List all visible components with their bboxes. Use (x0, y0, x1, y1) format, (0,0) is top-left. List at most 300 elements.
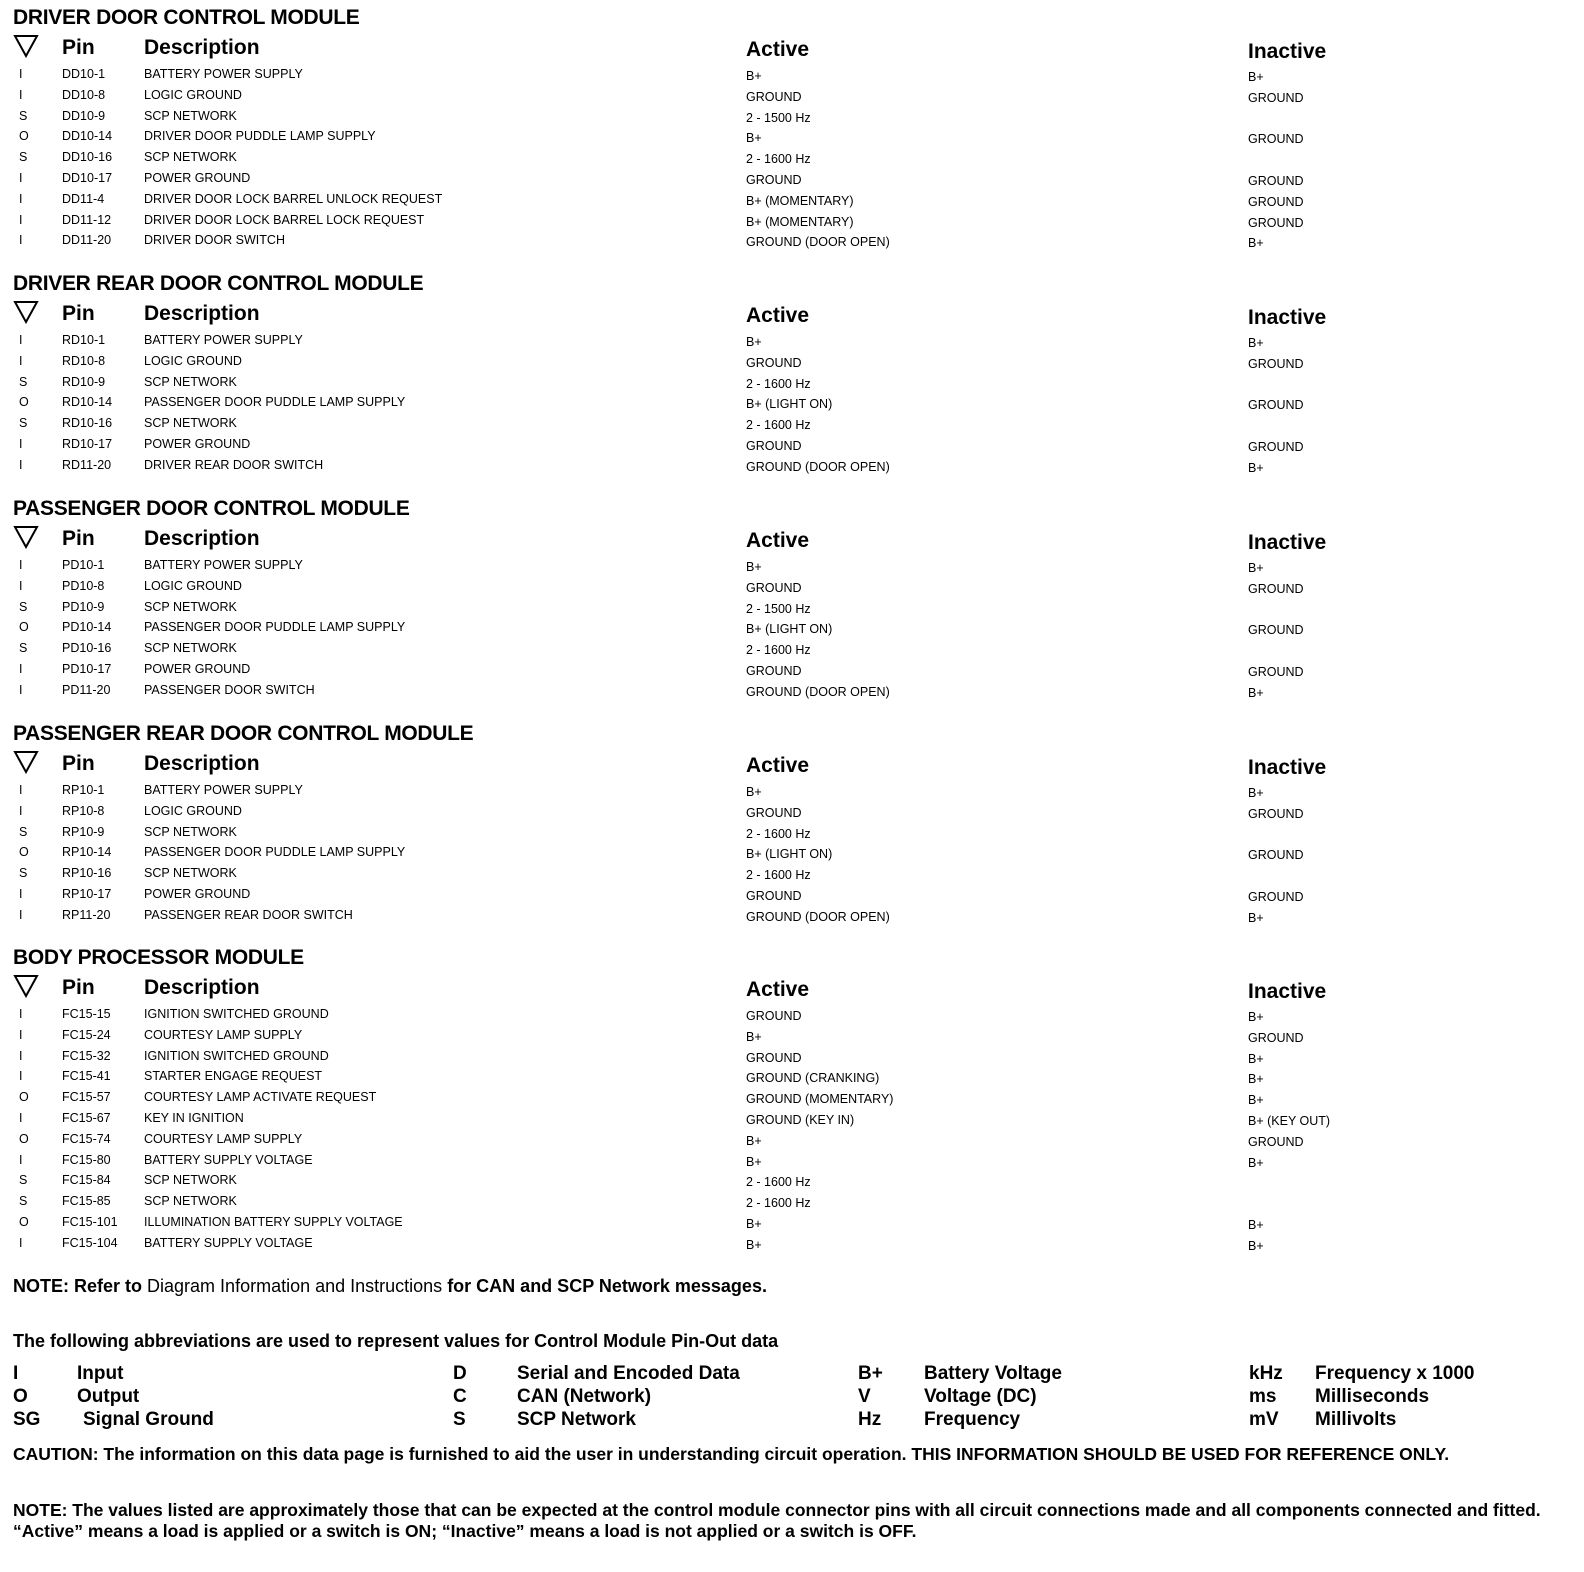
pin-type: S (19, 1173, 28, 1188)
pin-id: DD11-20 (62, 233, 112, 248)
active-value: B+ (746, 1029, 762, 1044)
table-row (13, 1192, 1573, 1213)
pin-type: I (19, 212, 23, 227)
inactive-value: GROUND (1248, 194, 1304, 209)
pin-type: I (19, 1069, 23, 1084)
table-row (13, 169, 1573, 190)
pin-description: SCP NETWORK (144, 416, 237, 431)
pin-type: S (19, 150, 28, 165)
pin-description: SCP NETWORK (144, 866, 237, 881)
pin-type: I (19, 682, 23, 697)
active-value: 2 - 1500 Hz (746, 110, 811, 125)
active-value: 2 - 1600 Hz (746, 826, 811, 841)
active-value: 2 - 1600 Hz (746, 152, 811, 167)
pin-description: COURTESY LAMP SUPPLY (144, 1131, 303, 1146)
abbreviation-value: Voltage (DC) (924, 1386, 1037, 1407)
pin-description: COURTESY LAMP SUPPLY (144, 1027, 303, 1042)
pin-description: ILLUMINATION BATTERY SUPPLY VOLTAGE (144, 1214, 403, 1229)
table-header (13, 523, 1573, 556)
pin-type: I (19, 1235, 23, 1250)
active-value: 2 - 1600 Hz (746, 643, 811, 658)
pin-description: DRIVER DOOR LOCK BARREL UNLOCK REQUEST (144, 191, 443, 206)
abbreviation-key: kHz (1249, 1363, 1283, 1384)
abbreviation-key: I (13, 1363, 19, 1384)
table-row (13, 231, 1573, 252)
pin-description: SCP NETWORK (144, 108, 237, 123)
active-value: GROUND (746, 1009, 802, 1023)
header-active: Active (746, 38, 810, 61)
active-value: GROUND (746, 805, 802, 820)
section-title: PASSENGER REAR DOOR CONTROL MODULE (13, 722, 474, 745)
pin-description: SCP NETWORK (144, 599, 237, 614)
inactive-value: GROUND (1248, 173, 1304, 188)
active-value: B+ (746, 785, 762, 799)
pin-id: DD10-1 (62, 67, 106, 81)
inactive-value: GROUND (1248, 806, 1304, 821)
inactive-value: B+ (1248, 236, 1264, 251)
inactive-value: B+ (KEY OUT) (1248, 1113, 1331, 1128)
active-value: 2 - 1500 Hz (746, 601, 811, 616)
table-row (13, 1088, 1573, 1109)
abbreviation-value: Serial and Encoded Data (517, 1363, 740, 1384)
pin-id: RD10-14 (62, 395, 113, 410)
table-row (13, 65, 1573, 86)
inactive-value: B+ (1248, 1155, 1264, 1170)
inactive-value: GROUND (1248, 581, 1304, 596)
pin-description: PASSENGER DOOR PUDDLE LAMP SUPPLY (144, 845, 406, 860)
pin-id: FC15-24 (62, 1027, 111, 1042)
abbreviation-key: SG (13, 1409, 41, 1430)
pin-description: BATTERY SUPPLY VOLTAGE (144, 1235, 313, 1250)
table-row (13, 618, 1573, 639)
pin-type: S (19, 599, 28, 614)
inactive-value: GROUND (1248, 90, 1304, 105)
pin-description: IGNITION SWITCHED GROUND (144, 1048, 329, 1063)
abbreviation-item (858, 1363, 1238, 1386)
pin-type: I (19, 558, 23, 572)
active-value: GROUND (746, 580, 802, 595)
table-header (13, 972, 1573, 1005)
table-row (13, 1005, 1573, 1026)
pin-id: FC15-67 (62, 1110, 111, 1125)
pin-id: RD11-20 (62, 457, 112, 472)
pin-description: DRIVER DOOR LOCK BARREL LOCK REQUEST (144, 212, 425, 227)
pin-description: SCP NETWORK (144, 1194, 237, 1209)
active-value: 2 - 1600 Hz (746, 376, 811, 391)
pin-id: FC15-41 (62, 1069, 111, 1084)
abbreviation-key: C (453, 1386, 467, 1407)
active-value: B+ (746, 1133, 762, 1148)
inactive-value: GROUND (1248, 356, 1304, 371)
active-value: GROUND (746, 1050, 802, 1065)
header-description: Description (144, 36, 260, 59)
active-value: B+ (LIGHT ON) (746, 622, 833, 637)
pin-description: BATTERY POWER SUPPLY (144, 67, 303, 81)
table-row (13, 107, 1573, 128)
header-active: Active (746, 529, 810, 552)
active-value: GROUND (DOOR OPEN) (746, 684, 890, 699)
pin-description: LOGIC GROUND (144, 353, 242, 368)
header-description: Description (144, 976, 260, 999)
pin-id: RP10-9 (62, 824, 105, 839)
abbreviation-key: S (453, 1409, 466, 1430)
pin-type: S (19, 641, 28, 656)
pin-id: PD10-17 (62, 661, 112, 676)
table-row (13, 1151, 1573, 1172)
inactive-value: B+ (1248, 786, 1264, 800)
table-row (13, 352, 1573, 373)
active-value: 2 - 1600 Hz (746, 418, 811, 433)
pin-id: PD10-16 (62, 641, 112, 656)
header-description: Description (144, 527, 260, 550)
inactive-value: B+ (1248, 685, 1264, 700)
active-value: 2 - 1600 Hz (746, 1196, 811, 1211)
module-section (13, 495, 1573, 702)
header-description: Description (144, 302, 260, 325)
pin-id: RP10-16 (62, 866, 112, 881)
table-row (13, 906, 1573, 927)
inactive-value: GROUND (1248, 623, 1304, 638)
pin-id: FC15-101 (62, 1214, 118, 1229)
header-active: Active (746, 978, 810, 1001)
header-pin: Pin (62, 302, 95, 325)
table-row (13, 1213, 1573, 1234)
table-row (13, 393, 1573, 414)
pin-id: RD10-8 (62, 353, 106, 368)
pin-description: LOGIC GROUND (144, 803, 242, 818)
table-row (13, 885, 1573, 906)
pin-id: RP10-17 (62, 886, 112, 901)
pin-type: I (19, 333, 23, 347)
active-value: GROUND (746, 355, 802, 370)
abbreviation-value: Milliseconds (1315, 1386, 1430, 1407)
table-row (13, 373, 1573, 394)
header-inactive: Inactive (1248, 531, 1327, 554)
abbreviation-item (453, 1409, 833, 1432)
pin-id: RP10-14 (62, 845, 112, 860)
module-section (13, 944, 1573, 1255)
pin-id: DD10-14 (62, 129, 113, 144)
inactive-value: GROUND (1248, 215, 1304, 230)
pin-description: IGNITION SWITCHED GROUND (144, 1007, 329, 1021)
abbreviation-value: Millivolts (1315, 1409, 1397, 1430)
abbreviation-key: D (453, 1363, 467, 1384)
pin-type: I (19, 578, 23, 593)
abbreviation-value: Battery Voltage (924, 1363, 1062, 1384)
module-section (13, 270, 1573, 477)
table-row (13, 1234, 1573, 1255)
active-value: B+ (746, 131, 762, 146)
pin-description: BATTERY POWER SUPPLY (144, 783, 303, 797)
pin-type: O (19, 395, 29, 410)
section-title: DRIVER REAR DOOR CONTROL MODULE (13, 272, 424, 295)
note-prefix: NOTE: Refer to (13, 1276, 143, 1296)
header-pin: Pin (62, 752, 95, 775)
abbreviation-item (13, 1409, 393, 1432)
pin-id: FC15-85 (62, 1194, 111, 1209)
inactive-value: B+ (1248, 70, 1264, 84)
pin-description: BATTERY POWER SUPPLY (144, 333, 303, 347)
active-value: GROUND (746, 172, 802, 187)
pin-type: S (19, 866, 28, 881)
abbreviation-key: Hz (858, 1409, 882, 1430)
header-inactive: Inactive (1248, 980, 1327, 1003)
pin-type: S (19, 1194, 28, 1209)
table-row (13, 435, 1573, 456)
active-value: B+ (746, 1216, 762, 1231)
pin-type: I (19, 907, 23, 922)
abbreviation-key: ms (1249, 1386, 1277, 1407)
pin-description: KEY IN IGNITION (144, 1110, 244, 1125)
active-value: 2 - 1600 Hz (746, 1175, 811, 1190)
active-value: B+ (MOMENTARY) (746, 193, 854, 208)
inactive-value: GROUND (1248, 132, 1304, 147)
note-link[interactable]: Diagram Information and Instructions (147, 1276, 443, 1296)
pin-type: I (19, 1027, 23, 1042)
abbreviation-item (858, 1386, 1238, 1409)
pin-type: I (19, 1152, 23, 1167)
pin-type: I (19, 87, 23, 102)
header-inactive: Inactive (1248, 306, 1327, 329)
pin-description: STARTER ENGAGE REQUEST (144, 1069, 323, 1084)
active-value: GROUND (DOOR OPEN) (746, 235, 890, 250)
active-value: GROUND (CRANKING) (746, 1071, 880, 1086)
pin-id: RP10-1 (62, 783, 105, 797)
table-header (13, 748, 1573, 781)
abbreviation-value: SCP Network (517, 1409, 636, 1430)
inactive-value: B+ (1248, 460, 1264, 475)
abbreviation-value: Input (77, 1363, 124, 1384)
pin-type: O (19, 129, 29, 144)
pin-type: I (19, 783, 23, 797)
inactive-value: B+ (1248, 336, 1264, 350)
abbreviation-value: Frequency (924, 1409, 1021, 1430)
header-inactive: Inactive (1248, 40, 1327, 63)
table-row (13, 1067, 1573, 1088)
table-row (13, 577, 1573, 598)
pin-type: I (19, 353, 23, 368)
pin-id: DD10-8 (62, 87, 106, 102)
table-row (13, 556, 1573, 577)
pin-id: FC15-15 (62, 1007, 111, 1021)
pin-id: PD11-20 (62, 682, 111, 697)
pin-type: O (19, 1090, 29, 1105)
table-row (13, 843, 1573, 864)
table-row (13, 190, 1573, 211)
abbreviation-item (453, 1386, 833, 1409)
pin-type: I (19, 661, 23, 676)
table-row (13, 1109, 1573, 1130)
header-pin: Pin (62, 527, 95, 550)
abbreviation-item (13, 1386, 393, 1409)
active-value: GROUND (DOOR OPEN) (746, 909, 890, 924)
inactive-value: GROUND (1248, 439, 1304, 454)
pin-id: PD10-8 (62, 578, 105, 593)
abbreviation-value: Frequency x 1000 (1315, 1363, 1475, 1384)
pin-type: O (19, 1214, 29, 1229)
pin-description: POWER GROUND (144, 886, 251, 901)
pin-type: O (19, 1131, 29, 1146)
pin-id: RD10-16 (62, 416, 113, 431)
pin-description: POWER GROUND (144, 170, 251, 185)
pin-id: FC15-104 (62, 1235, 118, 1250)
table-row (13, 1047, 1573, 1068)
pin-description: SCP NETWORK (144, 1173, 237, 1188)
table-row (13, 456, 1573, 477)
pin-id: PD10-1 (62, 558, 105, 572)
connector-triangle-icon (13, 750, 39, 774)
pin-description: SCP NETWORK (144, 374, 237, 389)
abbreviation-key: O (13, 1386, 28, 1407)
pin-id: FC15-74 (62, 1131, 111, 1146)
pin-type: S (19, 416, 28, 431)
header-description: Description (144, 752, 260, 775)
note-suffix: for CAN and SCP Network messages. (447, 1276, 767, 1296)
pin-description: SCP NETWORK (144, 641, 237, 656)
pin-id: DD11-12 (62, 212, 112, 227)
pin-type: I (19, 457, 23, 472)
pin-description: DRIVER DOOR PUDDLE LAMP SUPPLY (144, 129, 376, 144)
active-value: B+ (746, 560, 762, 574)
pin-description: DRIVER DOOR SWITCH (144, 233, 285, 248)
inactive-value: B+ (1248, 910, 1264, 925)
active-value: GROUND (KEY IN) (746, 1112, 855, 1127)
active-value: GROUND (DOOR OPEN) (746, 459, 890, 474)
table-row (13, 598, 1573, 619)
pin-description: LOGIC GROUND (144, 87, 242, 102)
table-row (13, 1026, 1573, 1047)
pin-type: I (19, 170, 23, 185)
header-inactive: Inactive (1248, 756, 1327, 779)
active-value: B+ (746, 1154, 762, 1169)
table-row (13, 660, 1573, 681)
pin-id: FC15-57 (62, 1090, 111, 1105)
pin-description: PASSENGER DOOR PUDDLE LAMP SUPPLY (144, 620, 406, 635)
abbreviation-value: Signal Ground (83, 1409, 214, 1430)
network-note (13, 1276, 767, 1297)
active-value: GROUND (MOMENTARY) (746, 1092, 894, 1107)
values-note: NOTE: The values listed are approximately those that can be expected at the control module connector pins with all circuit connections made and all components connected and fitted. “Active” means a load is applied or a switch is ON; “Inactive” means a load is not applied or a switch is OFF. (13, 1500, 1541, 1541)
pin-description: SCP NETWORK (144, 150, 237, 165)
pin-type: S (19, 108, 28, 123)
active-value: B+ (746, 69, 762, 83)
inactive-value: B+ (1248, 1093, 1264, 1108)
pin-id: DD11-4 (62, 191, 105, 206)
active-value: B+ (MOMENTARY) (746, 214, 854, 229)
pin-type: I (19, 1048, 23, 1063)
inactive-value: GROUND (1248, 1134, 1304, 1149)
table-row (13, 148, 1573, 169)
active-value: B+ (746, 335, 762, 349)
connector-triangle-icon (13, 300, 39, 324)
header-pin: Pin (62, 36, 95, 59)
table-row (13, 86, 1573, 107)
active-value: B+ (LIGHT ON) (746, 397, 833, 412)
pin-type: I (19, 1110, 23, 1125)
active-value: GROUND (746, 888, 802, 903)
pin-type: I (19, 436, 23, 451)
table-row (13, 802, 1573, 823)
active-value: GROUND (746, 89, 802, 104)
pin-type: I (19, 886, 23, 901)
pin-description: DRIVER REAR DOOR SWITCH (144, 457, 324, 472)
section-title: PASSENGER DOOR CONTROL MODULE (13, 497, 410, 520)
pin-type: I (19, 1007, 23, 1021)
table-row (13, 414, 1573, 435)
pin-description: PASSENGER REAR DOOR SWITCH (144, 907, 353, 922)
active-value: GROUND (746, 438, 802, 453)
pin-type: S (19, 374, 28, 389)
pin-id: RD10-9 (62, 374, 106, 389)
pin-description: POWER GROUND (144, 661, 251, 676)
pin-description: BATTERY POWER SUPPLY (144, 558, 303, 572)
pin-type: I (19, 191, 23, 206)
pin-type: I (19, 67, 23, 81)
pin-type: O (19, 845, 29, 860)
inactive-value: GROUND (1248, 664, 1304, 679)
active-value: B+ (LIGHT ON) (746, 847, 833, 862)
abbreviation-item (1249, 1386, 1584, 1409)
pin-description: COURTESY LAMP ACTIVATE REQUEST (144, 1090, 377, 1105)
pin-description: PASSENGER DOOR PUDDLE LAMP SUPPLY (144, 395, 406, 410)
inactive-value: B+ (1248, 561, 1264, 575)
pin-id: FC15-84 (62, 1173, 111, 1188)
header-pin: Pin (62, 976, 95, 999)
active-value: B+ (746, 1237, 762, 1252)
pin-id: RD10-1 (62, 333, 106, 347)
pin-id: PD10-14 (62, 620, 112, 635)
abbreviation-value: Output (77, 1386, 140, 1407)
pin-description: SCP NETWORK (144, 824, 237, 839)
abbreviation-item (1249, 1409, 1584, 1432)
pin-id: DD10-9 (62, 108, 106, 123)
module-section (13, 720, 1573, 927)
abbreviation-item (1249, 1363, 1584, 1386)
pin-id: DD10-16 (62, 150, 113, 165)
table-row (13, 823, 1573, 844)
pin-description: BATTERY SUPPLY VOLTAGE (144, 1152, 313, 1167)
inactive-value: GROUND (1248, 848, 1304, 863)
header-active: Active (746, 754, 810, 777)
pin-id: DD10-17 (62, 170, 113, 185)
pin-id: FC15-32 (62, 1048, 111, 1063)
active-value: 2 - 1600 Hz (746, 868, 811, 883)
abbreviation-key: mV (1249, 1409, 1279, 1430)
pin-type: I (19, 233, 23, 248)
inactive-value: B+ (1248, 1217, 1264, 1232)
pin-id: RP11-20 (62, 907, 111, 922)
active-value: GROUND (746, 663, 802, 678)
header-active: Active (746, 304, 810, 327)
table-row (13, 331, 1573, 352)
abbreviations-grid (13, 1363, 1573, 1435)
abbreviations-title: The following abbreviations are used to represent values for Control Module Pin-Out data (13, 1331, 779, 1351)
table-row (13, 1171, 1573, 1192)
pin-type: O (19, 620, 29, 635)
inactive-value: GROUND (1248, 889, 1304, 904)
pin-type: S (19, 824, 28, 839)
pin-id: RD10-17 (62, 436, 113, 451)
abbreviation-key: B+ (858, 1363, 883, 1384)
table-row (13, 681, 1573, 702)
section-title: DRIVER DOOR CONTROL MODULE (13, 6, 360, 29)
table-row (13, 1130, 1573, 1151)
connector-triangle-icon (13, 525, 39, 549)
table-row (13, 211, 1573, 232)
pin-type: I (19, 803, 23, 818)
pin-id: FC15-80 (62, 1152, 111, 1167)
pin-description: PASSENGER DOOR SWITCH (144, 682, 315, 697)
